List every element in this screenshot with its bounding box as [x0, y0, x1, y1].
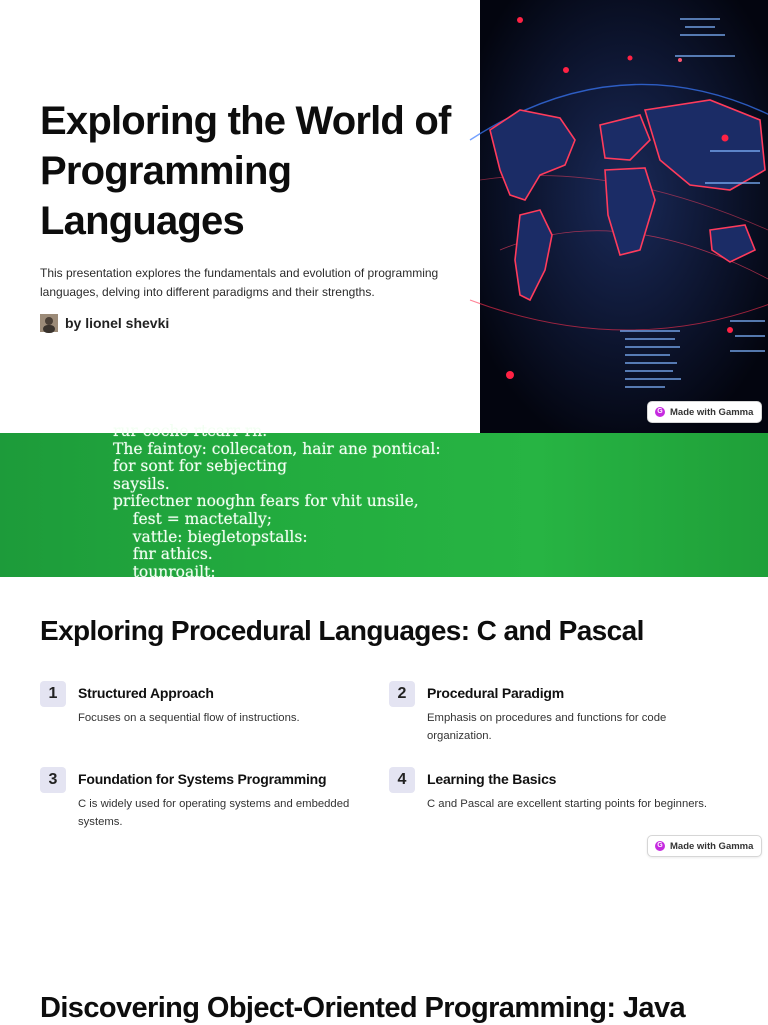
code-line: rur coche rtcarr rn.: [113, 422, 268, 440]
item-text: C and Pascal are excellent starting points for beginners.: [427, 798, 708, 810]
code-text: [113, 423, 441, 581]
slide-heading: Exploring Procedural Languages: C and Pascal: [40, 615, 644, 646]
item-text: Focuses on a sequential flow of instructions.: [78, 712, 300, 724]
avatar: [40, 314, 58, 332]
number-badge: 1: [40, 681, 66, 707]
number-badge: 2: [389, 681, 415, 707]
slide-title: Exploring the World of Programming Languages: [40, 99, 451, 243]
code-line: tounroailt:: [113, 562, 216, 581]
code-line: fest = mactetally;: [113, 509, 273, 528]
slide-description: This presentation explores the fundamentals and evolution of programming languages, delving into different paradigms and their strengths.: [40, 266, 439, 299]
world-map-image: [480, 0, 768, 433]
slide-heading: Discovering Object-Oriented Programming: Java: [40, 992, 686, 1024]
number-badge: 4: [389, 767, 415, 793]
gamma-logo-icon: G: [655, 841, 665, 851]
item-title: Learning the Basics: [427, 771, 557, 787]
gamma-logo-icon: G: [655, 407, 665, 417]
item-title: Structured Approach: [78, 685, 214, 701]
made-with-gamma-badge[interactable]: [647, 401, 762, 423]
made-with-gamma-badge[interactable]: [647, 835, 762, 857]
author-name: by lionel shevki: [65, 315, 170, 331]
number-badge: 3: [40, 767, 66, 793]
procedural-slide: [0, 577, 768, 877]
code-line: fnr athics.: [113, 545, 213, 564]
code-line: vattle: biegletopstalls:: [113, 527, 308, 546]
badge-label: Made with Gamma: [670, 406, 754, 418]
badge-label: Made with Gamma: [670, 840, 754, 852]
item-text: Emphasis on procedures and functions for code organization.: [427, 712, 667, 742]
author-line: [40, 314, 169, 332]
code-banner-image: [0, 422, 768, 581]
code-line: for sont for sebjecting: [113, 457, 288, 476]
title-slide: [0, 0, 768, 433]
code-line: saysils.: [113, 474, 170, 493]
oop-slide: [0, 900, 768, 1024]
code-line: The faintoy: collecaton, hair ane pontical:: [113, 439, 441, 458]
item-text: C is widely used for operating systems and embedded systems.: [78, 798, 350, 828]
code-line: prifectner nooghn fears for vhit unsile,: [113, 492, 419, 511]
item-title: Procedural Paradigm: [427, 685, 565, 701]
item-title: Foundation for Systems Programming: [78, 771, 327, 787]
